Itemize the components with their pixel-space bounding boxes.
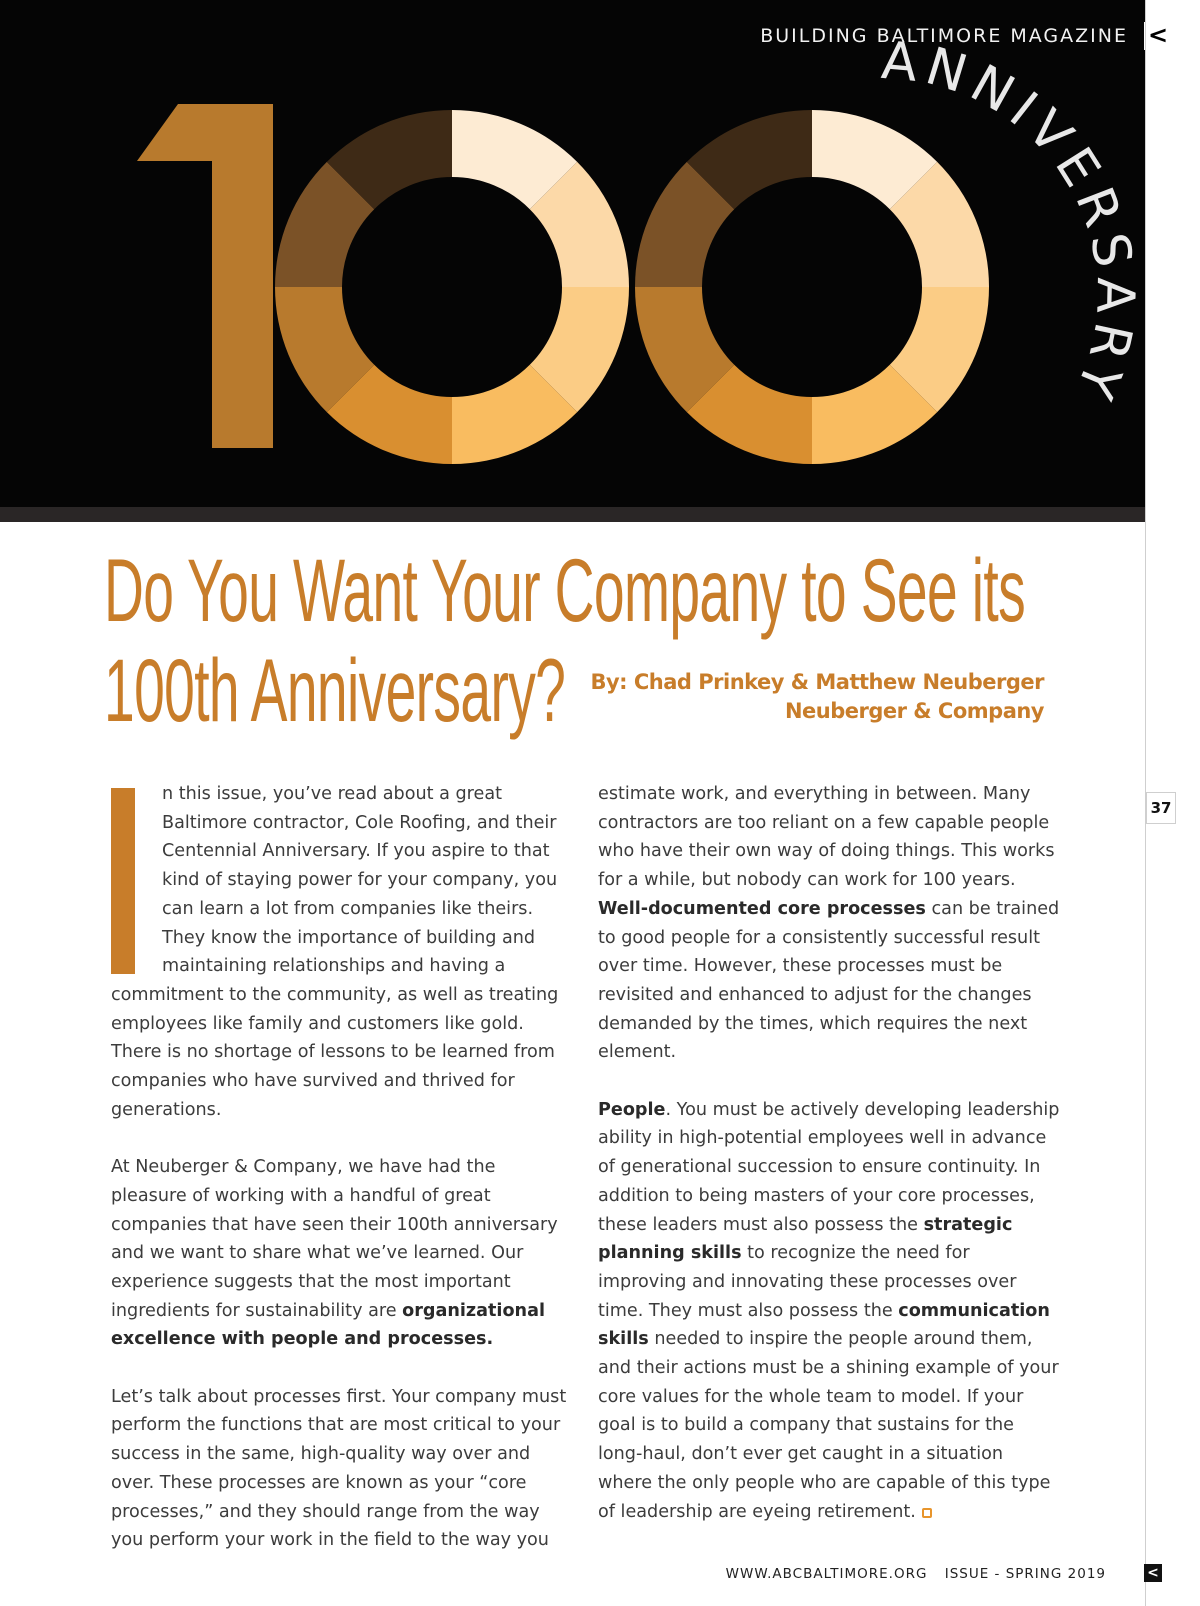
anniversary-curved-text: ANNIVERSARY <box>879 30 1145 413</box>
article-column-left <box>111 780 571 1584</box>
page-footer <box>714 1566 1106 1582</box>
emphasis-text: organizational excellence with people and processes. <box>111 1300 545 1350</box>
hero-bottom-band <box>0 507 1145 522</box>
paragraph-text: n this issue, you’ve read about a great Baltimore contractor, Cole Roofing, and their Centennial Anniversary. If you aspire to that kind of staying power for your company, you can learn a lot from companies like theirs. They know the importance of building and maintaining relationships and having a commitment to the community, as well as treating employees like family and customers like gold. There is no shortage of lessons to be learned from companies who have survived and thrived for generations. <box>111 784 559 1120</box>
article-column-right <box>598 780 1060 1555</box>
emphasis-text: strategic planning skills <box>598 1214 1013 1264</box>
paragraph-text: Let’s talk about processes first. Your company must perform the functions that are most critical to your success in the same, high-quality way over and over. These processes are known as your “core processes,” and they should range from the way you perform your work in the field to the way you <box>111 1386 567 1551</box>
page-number: 37 <box>1146 792 1176 824</box>
drop-cap-i <box>111 788 135 974</box>
zero-ring-right <box>635 110 989 464</box>
paragraph <box>111 1153 571 1354</box>
byline-authors: By: Chad Prinkey & Matthew Neuberger <box>590 670 1044 694</box>
paragraph-text: estimate work, and everything in between. Many contractors are too reliant on a few capable people who have their own way of doing things. This works for a while, but nobody can work for 100 years. <box>598 784 1055 891</box>
paragraph-text: to recognize the need for improving and innovating these processes over time. They must also possess the <box>598 1243 1017 1321</box>
byline <box>590 668 1044 726</box>
numeral-one <box>137 104 273 448</box>
back-arrow-button-footer[interactable]: < <box>1144 1564 1162 1582</box>
paragraph-text: can be trained to good people for a consistently successful result over time. However, these processes must be revisited and enhanced to adjust for the changes demanded by the times, which requires the next element. <box>598 898 1060 1063</box>
footer-issue: ISSUE - SPRING 2019 <box>944 1566 1106 1582</box>
paragraph-text: needed to inspire the people around them, and their actions must be a shining example of your core values for the whole team to model. If your goal is to build a company that sustains for the long-haul, don’t ever get caught in a situation where the only people who are capable of this type of leadership are eyeing retirement. <box>598 1329 1059 1522</box>
paragraph <box>598 1096 1060 1527</box>
paragraph <box>111 1383 571 1555</box>
hundred-anniversary-graphic <box>0 0 1145 507</box>
emphasis-text: Well-documented core processes <box>598 898 926 919</box>
end-of-article-icon <box>922 1508 932 1518</box>
emphasis-text: People <box>598 1099 666 1120</box>
paragraph <box>598 780 1060 1067</box>
headline-line-1: Do You Want Your Company to See its <box>104 540 1026 640</box>
magazine-title: BUILDING BALTIMORE MAGAZINE <box>760 25 1128 47</box>
hero-banner <box>0 0 1145 507</box>
zero-ring-left <box>275 110 629 464</box>
paragraph <box>111 780 571 1124</box>
back-arrow-button[interactable]: < <box>1144 22 1172 50</box>
paragraph-text: At Neuberger & Company, we have had the pleasure of working with a handful of great companies that have seen their 100th anniversary and we want to share what we’ve learned. Our experience suggests that the most important ingredients for sustainability are <box>111 1157 558 1321</box>
emphasis-text: communication skills <box>598 1300 1050 1350</box>
byline-company: Neuberger & Company <box>784 699 1044 723</box>
footer-url[interactable]: WWW.ABCBALTIMORE.ORG <box>725 1566 928 1582</box>
headline-line-2: 100th Anniversary? <box>104 640 566 740</box>
paragraph-text: . You must be actively developing leadership ability in high-potential employees well in advance of generational succession to ensure continuity. In addition to being masters of your core processes, these leaders must also possess the <box>598 1099 1060 1235</box>
